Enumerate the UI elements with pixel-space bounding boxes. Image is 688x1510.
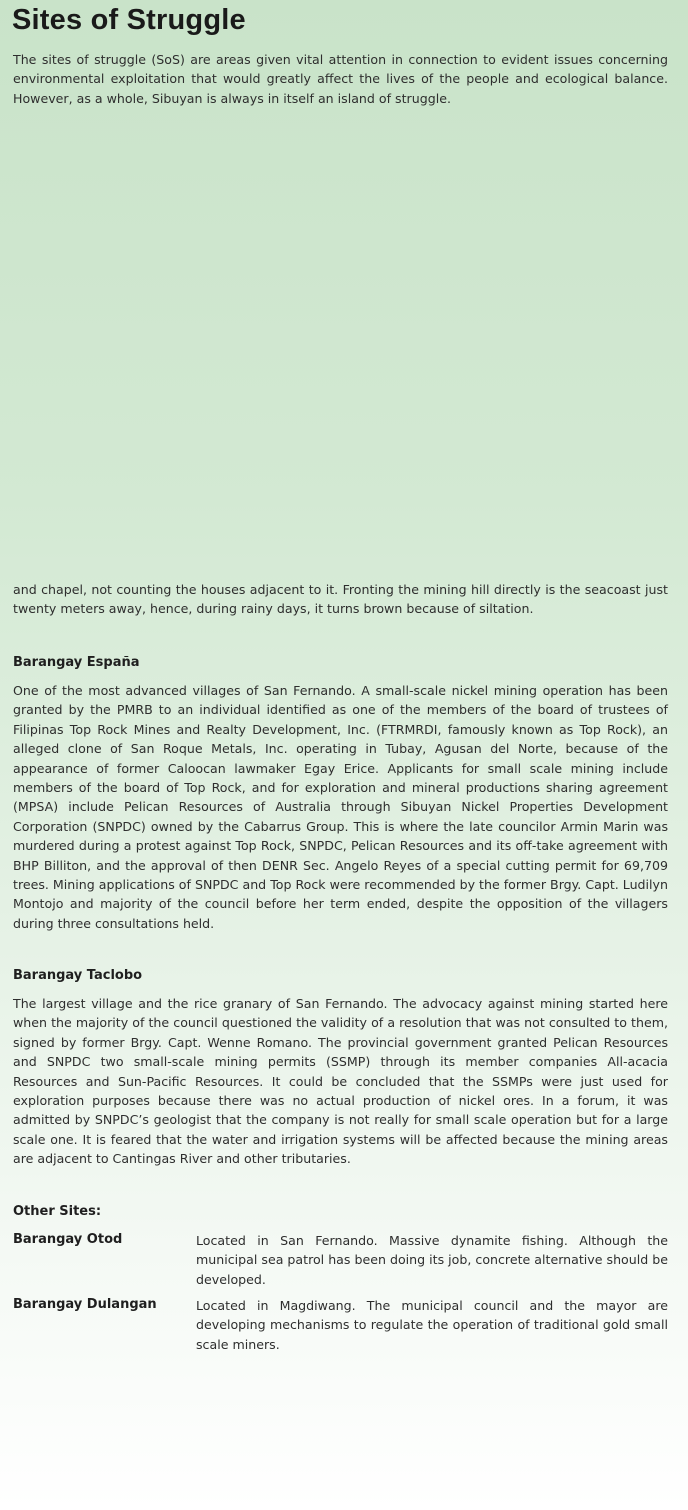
section-body-espana: One of the most advanced villages of San Fernando. A small-scale nickel mining operation has been granted by the PMRB to an individual identified as one of the members of the board of trustees of Filipinas Top Rock Mines and Realty Development, Inc. (FTRMRDI, famously known as Top Rock), an alleged clone of San Roque Metals, Inc. operating in Tubay, Agusan del Norte, because of the appearance of former Caloocan lawmaker Egay Erice. Applicants for small scale mining include members of the board of Top Rock, and for exploration and mineral productions sharing agreement (MPSA) include Pelican Resources of Australia through Sibuyan Nickel Properties Development Corporation (SNPDC) owned by the Cabarrus Group. This is where the late councilor Armin Marin was murdered during a protest against Top Rock, SNPDC, Pelican Resources and its off-take agreement with BHP Billiton, and the approval of then DENR Sec. Angelo Reyes of a special cutting permit for 69,709 trees. Mining applications of SNPDC and Top Rock were recommended by the former Brgy. Capt. Ludilyn Montojo and majority of the council before her term ended, despite the opposition of the villagers during three consultations held. [13,683,668,931]
fragment-paragraph: and chapel, not counting the houses adjacent to it. Fronting the mining hill directly is the seacoast just twenty meters away, hence, during rainy days, it turns brown because of siltation. [13,582,668,617]
section-body-taclobo: The largest village and the rice granary of San Fernando. The advocacy against mining started here when the majority of the council questioned the validity of a resolution that was not consulted to them, signed by former Brgy. Capt. Wenne Romano. The provincial government granted Pelican Resources and SNPDC two small-scale mining permits (SSMP) through its member companies All-acacia Resources and Sun-Pacific Resources. It could be concluded that the SSMPs were just used for exploration purposes because there was no actual production of nickel ores. In a forum, it was admitted by SNPDC’s geologist that the company is not really for small scale operation but for a large scale one. It is feared that the water and irrigation systems will be affected because the mining areas are adjacent to Cantingas River and other tributaries. [13,996,668,1167]
site-name-otod: Barangay Otod [13,1232,123,1247]
section-heading-taclobo: Barangay Taclobo [13,968,143,983]
intro-paragraph: The sites of struggle (SoS) are areas given vital attention in connection to evident issues concerning environmental exploitation that would greatly affect the lives of the people and ecological balance. However, as a whole, Sibuyan is always in itself an island of struggle. [13,52,668,106]
other-sites-heading: Other Sites: [13,1204,102,1219]
section-heading-espana: Barangay España [13,655,140,670]
site-name-dulangan: Barangay Dulangan [13,1297,157,1312]
page-title: Sites of Struggle [12,4,246,36]
site-description-dulangan: Located in Magdiwang. The municipal council and the mayor are developing mechanisms to regulate the operation of traditional gold small scale miners. [196,1298,668,1352]
site-description-otod: Located in San Fernando. Massive dynamite fishing. Although the municipal sea patrol has been doing its job, concrete alternative should be developed. [196,1233,668,1287]
